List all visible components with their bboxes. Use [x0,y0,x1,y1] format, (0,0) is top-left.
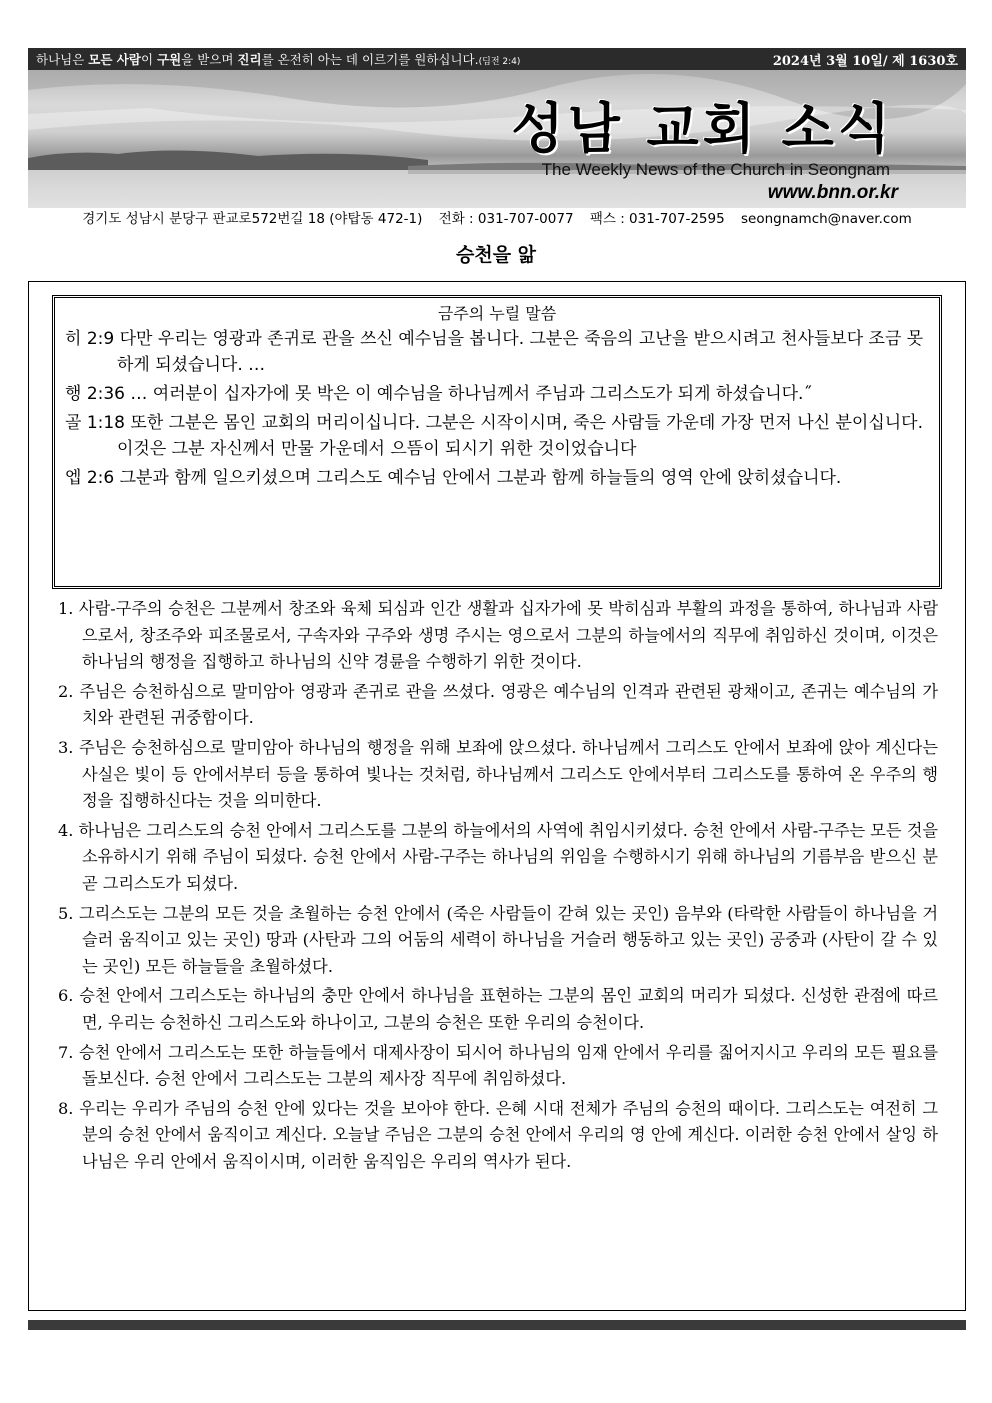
phone-number: 전화 : 031-707-0077 [438,211,574,227]
newsletter-subtitle: The Weekly News of the Church in Seongnam [541,160,890,179]
email-address[interactable]: seongnamch@naver.com [741,211,912,227]
newsletter-title: 성남 교회 소식 [511,97,894,160]
verse-item: 엡 2:6 그분과 함께 일으키셨으며 그리스도 예수님 안에서 그분과 함께 하늘들의 영역 안에 앉히셨습니다. [65,468,842,488]
fax-number: 팩스 : 031-707-2595 [589,211,725,227]
outline-point: 1. 사람-구주의 승천은 그분께서 창조와 육체 되심과 인간 생활과 십자가에 못 박히심과 부활의 과정을 통하여, 하나님과 사람으로서, 창조주와 피조물로서, 구속자와 구주와 생명 주시는 영으로서 그분의 하늘에서의 직무에 취임하신 것이며, 이것은 하나님의 행정을 집행하고 하나님의 신약 경륜을 수행하기 위한 것이다. [58,599,938,672]
outline-point: 6. 승천 안에서 그리스도는 하나님의 충만 안에서 하나님을 표현하는 그분의 몸인 교회의 머리가 되셨다. 신성한 관점에 따르면, 우리는 승천하신 그리스도와 하나이고, 그분의 승천은 또한 우리의 승천이다. [58,986,938,1032]
outline-point: 2. 주님은 승천하심으로 말미암아 영광과 존귀로 관을 쓰셨다. 영광은 예수님의 인격과 관련된 광채이고, 존귀는 예수님의 가치와 관련된 귀중함이다. [58,681,938,728]
outline-point: 7. 승천 안에서 그리스도는 또한 하늘들에서 대제사장이 되시어 하나님의 임재 안에서 우리를 짊어지시고 우리의 모든 필요를 돌보신다. 승천 안에서 그리스도는 그분의 제사장 직무에 취임하셨다. [58,1042,938,1089]
outline-point: 4. 하나님은 그리스도의 승천 안에서 그리스도를 그분의 하늘에서의 사역에 취임시키셨다. 승천 안에서 사람-구주는 모든 것을 소유하시기 위해 주님이 되셨다. 승천 안에서 사람-구주는 하나님의 위임을 수행하시기 위해 하나님의 기름부음 받으신 분 곧 그리스도가 되셨다. [58,820,938,893]
verse-item: 행 2:36 … 여러분이 십자가에 못 박은 이 예수님을 하나님께서 주님과 그리스도가 되게 하셨습니다.˝ [65,384,812,404]
website-link[interactable]: www.bnn.or.kr [767,182,898,203]
header-verse: 하나님은 모든 사람이 구원을 받으며 진리를 온전히 아는 데 이르기를 원하십니다.(딤전 2:4) [36,52,521,67]
headline: 승천을 앎 [455,244,537,266]
outline-point: 3. 주님은 승천하심으로 말미암아 하나님의 행정을 위해 보좌에 앉으셨다. 하나님께서 그리스도 안에서 보좌에 앉아 계신다는 사실은 빛이 등 안에서부터 등을 통하여 빛나는 것처럼, 하나님께서 그리스도 안에서부터 그리스도를 통하여 온 우주의 행정을 집행하신다는 것을 의미한다. [58,737,938,811]
top-banner-bar [28,48,966,70]
weekly-verses-box [52,295,942,589]
header-verse-ref: (딤전 2:4) [478,57,521,67]
verses-title: 금주의 누릴 말씀 [437,304,557,323]
verse-item: 히 2:9 다만 우리는 영광과 존귀로 관을 쓰신 예수님을 봅니다. 그분은 죽음의 고난을 받으시려고 천사들보다 조금 못하게 되셨습니다. … [65,329,924,375]
header-banner [28,70,966,208]
verse-item: 골 1:18 또한 그분은 몸인 교회의 머리이십니다. 그분은 시작이시며, 죽은 사람들 가운데 가장 먼저 나신 분이십니다. 이것은 그분 자신께서 만물 가운데서 으뜸이 되시기 위한 것이었습니다 [65,413,924,459]
bottom-divider [28,1320,966,1330]
church-address-line [28,208,966,230]
outline-point: 8. 우리는 우리가 주님의 승천 안에 있다는 것을 보아야 한다. 은혜 시대 전체가 주님의 승천의 때이다. 그리스도는 여전히 그분의 승천 안에서 움직이고 계신다. 오늘날 주님은 그분의 승천 안에서 우리의 영 안에 계신다. 이러한 승천 안에서 살잉 하나님은 우리 안에서 움직이시며, 이러한 움직임은 우리의 역사가 된다. [58,1098,938,1171]
issue-date: 2024년 3월 10일/ 제 1630호 [772,53,958,69]
outline-points [58,596,938,1178]
outline-point: 5. 그리스도는 그분의 모든 것을 초월하는 승천 안에서 (죽은 사람들이 갇혀 있는 곳인) 음부와 (타락한 사람들이 하나님을 거슬러 움직이고 있는 곳인) 땅과 (사탄과 그의 어둠의 세력이 하나님을 거슬러 행동하고 있는 곳인) 공중과 (사탄이 갈 수 있는 곳인) 모든 하늘들을 초월하셨다. [58,903,938,976]
street-address: 경기도 성남시 분당구 판교로572번길 18 (야탑동 472-1) [82,211,423,227]
